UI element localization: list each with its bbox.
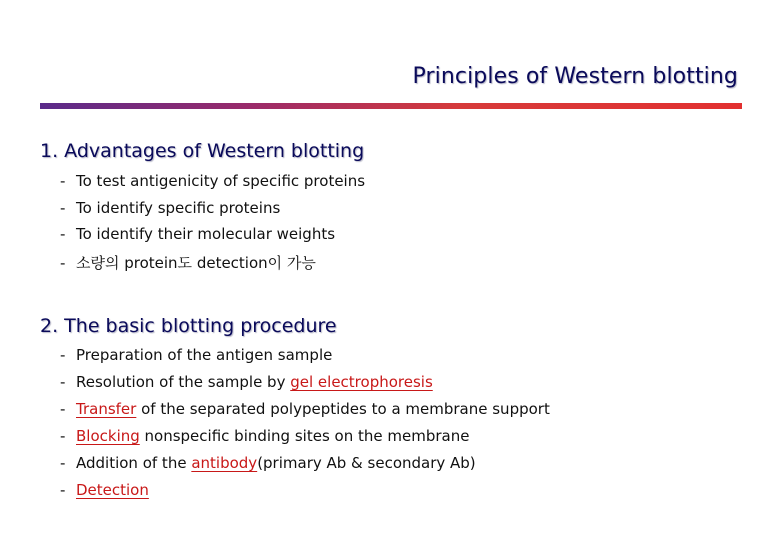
section-1-heading: 1. Advantages of Western blotting: [40, 140, 365, 162]
advantage-item: [60, 172, 365, 190]
procedure-step: [60, 454, 476, 472]
advantage-text: To identify specific proteins: [76, 199, 281, 217]
bullet-dash: -: [60, 427, 66, 445]
bullet-dash: -: [60, 400, 66, 418]
procedure-step: [60, 481, 149, 499]
step-text: Addition of the: [76, 454, 192, 472]
bullet-dash: -: [60, 254, 66, 272]
bullet-dash: -: [60, 225, 66, 243]
antibody-link[interactable]: antibody: [191, 454, 258, 472]
procedure-step: [60, 373, 433, 391]
title-divider: [40, 103, 742, 109]
advantage-item: [60, 252, 316, 273]
advantage-item: [60, 199, 280, 217]
advantage-text: 소량의 protein도 detection이 가능: [76, 254, 316, 272]
bullet-dash: -: [60, 199, 66, 217]
step-text: (primary Ab & secondary Ab): [257, 454, 476, 472]
advantage-text: To identify their molecular weights: [76, 225, 336, 243]
advantage-text: To test antigenicity of specific proteins: [76, 172, 366, 190]
gel-electrophoresis-link[interactable]: gel electrophoresis: [290, 373, 433, 391]
procedure-step: [60, 346, 332, 364]
detection-link[interactable]: Detection: [76, 481, 149, 499]
step-text: nonspecific binding sites on the membrane: [139, 427, 470, 445]
procedure-step: [60, 400, 550, 418]
bullet-dash: -: [60, 172, 66, 190]
section-2-heading: 2. The basic blotting procedure: [40, 315, 337, 337]
bullet-dash: -: [60, 481, 66, 499]
bullet-dash: -: [60, 346, 66, 364]
blocking-link[interactable]: Blocking: [76, 427, 140, 445]
bullet-dash: -: [60, 454, 66, 472]
slide-title: Principles of Western blotting: [412, 64, 738, 89]
bullet-dash: -: [60, 373, 66, 391]
step-text: of the separated polypeptides to a membrane support: [136, 400, 550, 418]
procedure-step: [60, 427, 469, 445]
step-text: Resolution of the sample by: [76, 373, 291, 391]
step-text: Preparation of the antigen sample: [76, 346, 333, 364]
transfer-link[interactable]: Transfer: [76, 400, 137, 418]
advantage-item: [60, 225, 335, 243]
